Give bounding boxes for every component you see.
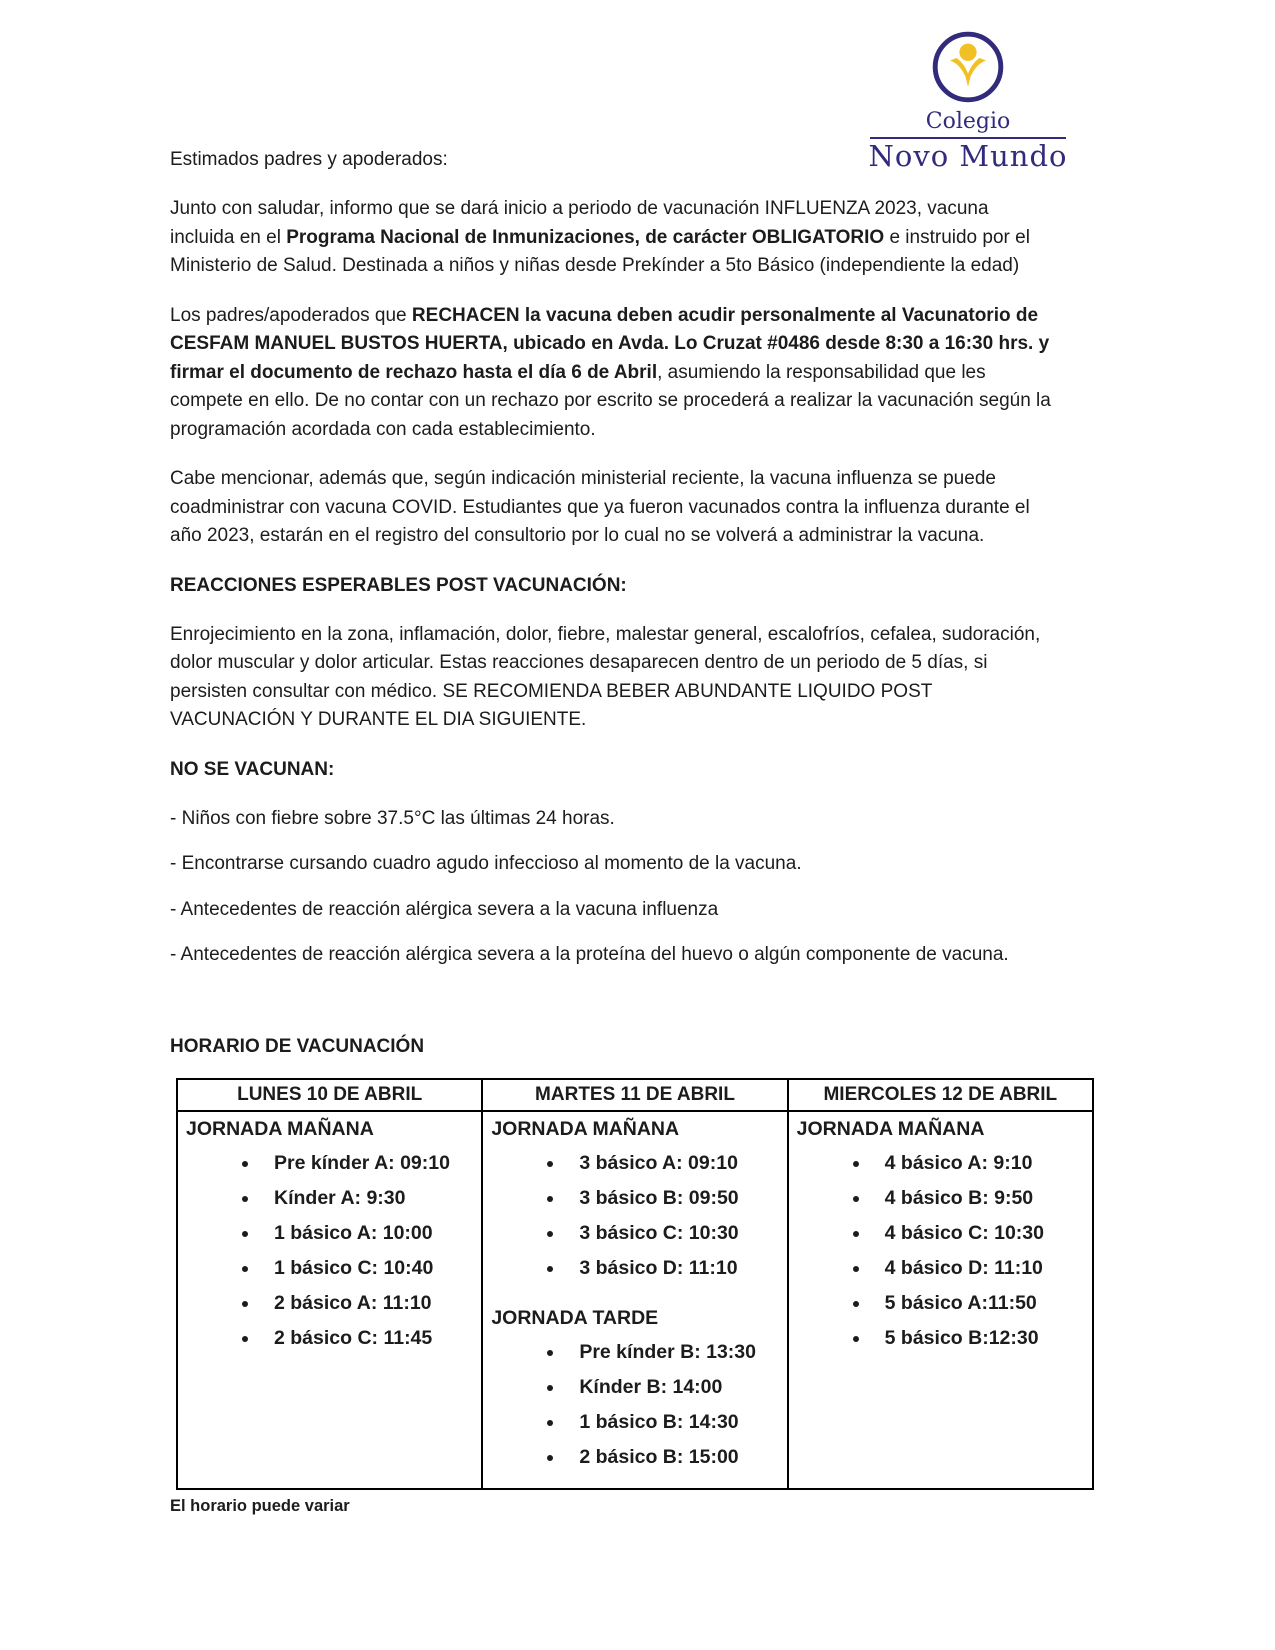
- body-paragraph: [170, 195, 1058, 281]
- section-heading: REACCIONES ESPERABLES POST VACUNACIÓN:: [170, 574, 627, 596]
- schedule-day-cell: [788, 1111, 1093, 1489]
- section-heading: NO SE VACUNAN:: [170, 758, 335, 780]
- text-run: , asumiendo la responsabilidad que les compete en ello. De no contar con un rechazo por escrito se procederá a realizar la vacunación según la programación acordada con cada establecimiento.: [170, 361, 1051, 440]
- time-slot-item: • 2 básico C: 11:45: [260, 1324, 473, 1352]
- schedule-day-cell: [482, 1111, 787, 1489]
- time-slot-item: • 3 básico C: 10:30: [565, 1219, 778, 1247]
- time-slot-item: • 1 básico C: 10:40: [260, 1254, 473, 1282]
- logo-school-name: Novo Mundo: [868, 139, 1068, 173]
- schedule-header-row: [177, 1079, 1093, 1111]
- text-run: Enrojecimiento en la zona, inflamación, dolor, fiebre, malestar general, escalofríos, cefalea, sudoración, dolor muscular y dolor articular. Estas reacciones desaparecen dentro de un periodo de 5 días, si persisten consultar con médico. SE RECOMIENDA BEBER ABUNDANTE LIQUIDO POST VACUNACIÓN Y DURANTE EL DIA SIGUIENTE.: [170, 623, 1041, 730]
- letter-body: [170, 195, 1058, 970]
- schedule-day-header: LUNES 10 DE ABRIL: [177, 1079, 482, 1111]
- schedule-table: [176, 1078, 1094, 1490]
- time-slot-list: [186, 1149, 473, 1352]
- time-slot-item: • 1 básico A: 10:00: [260, 1219, 473, 1247]
- body-paragraph: [170, 805, 1058, 834]
- text-run: e instruido por el Ministerio de Salud. Destinada a niños y niñas desde Prekínder a 5to Básico (independiente la edad): [170, 226, 1030, 276]
- text-run: Junto con saludar, informo que se dará inicio a periodo de vacunación INFLUENZA 2023, vacuna incluida en el: [170, 198, 989, 248]
- text-run: - Antecedentes de reacción alérgica severa a la proteína del huevo o algún componente de vacuna.: [170, 944, 1009, 965]
- logo-colegio-label: Colegio: [925, 109, 1011, 134]
- greeting-line: Estimados padres y apoderados:: [170, 149, 448, 170]
- time-slot-item: • 2 básico B: 15:00: [565, 1443, 778, 1471]
- time-slot-item: • 3 básico A: 09:10: [565, 1149, 778, 1177]
- time-slot-item: • 4 básico B: 9:50: [871, 1184, 1084, 1212]
- time-slot-item: • Kínder B: 14:00: [565, 1373, 778, 1401]
- time-slot-item: • 3 básico D: 11:10: [565, 1254, 778, 1282]
- time-slot-list: [491, 1149, 778, 1282]
- schedule-day-header: MIERCOLES 12 DE ABRIL: [788, 1079, 1093, 1111]
- schedule-day-header: MARTES 11 DE ABRIL: [482, 1079, 787, 1111]
- body-paragraph: [170, 850, 1058, 879]
- time-slot-list: [797, 1149, 1084, 1352]
- time-slot-item: • Kínder A: 9:30: [260, 1184, 473, 1212]
- text-run: - Encontrarse cursando cuadro agudo infeccioso al momento de la vacuna.: [170, 853, 802, 874]
- bold-text-run: RECHACEN la vacuna deben acudir personalmente al Vacunatorio de CESFAM MANUEL BUSTOS HUERTA, ubicado en Avda. Lo Cruzat #0486 desde 8:30 a 16:30 hrs. y firmar el documento de rechazo hasta el día 6 de Abril: [170, 304, 1050, 383]
- jornada-label: JORNADA MAÑANA: [186, 1117, 374, 1140]
- jornada-label: JORNADA MAÑANA: [491, 1117, 680, 1140]
- jornada-label: JORNADA TARDE: [491, 1306, 659, 1329]
- time-slot-item: • 4 básico D: 11:10: [871, 1254, 1084, 1282]
- body-paragraph: [170, 302, 1058, 445]
- text-run: - Niños con fiebre sobre 37.5°C las últimas 24 horas.: [170, 807, 615, 829]
- body-paragraph: [170, 941, 1058, 970]
- time-slot-item: • 4 básico C: 10:30: [871, 1219, 1084, 1247]
- schedule-day-cell: [177, 1111, 482, 1489]
- letter-content: [170, 146, 1058, 1533]
- time-slot-item: • 1 básico B: 14:30: [565, 1408, 778, 1436]
- logo-person-icon: [927, 26, 1009, 108]
- time-slot-item: • 5 básico A:11:50: [871, 1289, 1084, 1317]
- time-slot-item: • Pre kínder A: 09:10: [260, 1149, 473, 1177]
- body-paragraph: [170, 465, 1058, 551]
- jornada-label: JORNADA MAÑANA: [796, 1117, 985, 1140]
- vaccination-schedule-section: [170, 1036, 1058, 1517]
- time-slot-item: • Pre kínder B: 13:30: [565, 1338, 778, 1366]
- time-slot-item: • 5 básico B:12:30: [871, 1324, 1084, 1352]
- bold-text-run: Programa Nacional de Inmunizaciones, de carácter OBLIGATORIO: [286, 226, 885, 248]
- time-slot-item: • 2 básico A: 11:10: [260, 1289, 473, 1317]
- time-slot-list: [491, 1338, 778, 1471]
- text-run: Cabe mencionar, además que, según indicación ministerial reciente, la vacuna influenza se puede coadministrar con vacuna COVID. Estudiantes que ya fueron vacunados contra la influenza durante el año 2023, estarán en el registro del consultorio por lo cual no se volverá a administrar la vacuna.: [170, 468, 1030, 546]
- time-slot-item: • 4 básico A: 9:10: [871, 1149, 1084, 1177]
- body-paragraph: [170, 621, 1058, 735]
- schedule-body-row: [177, 1111, 1093, 1489]
- schedule-title: HORARIO DE VACUNACIÓN: [170, 1035, 425, 1057]
- body-paragraph: [170, 896, 1058, 925]
- time-slot-item: • 3 básico B: 09:50: [565, 1184, 778, 1212]
- text-run: - Antecedentes de reacción alérgica severa a la vacuna influenza: [170, 898, 719, 920]
- schedule-footnote: El horario puede variar: [170, 1496, 350, 1515]
- text-run: Los padres/apoderados que: [170, 304, 412, 326]
